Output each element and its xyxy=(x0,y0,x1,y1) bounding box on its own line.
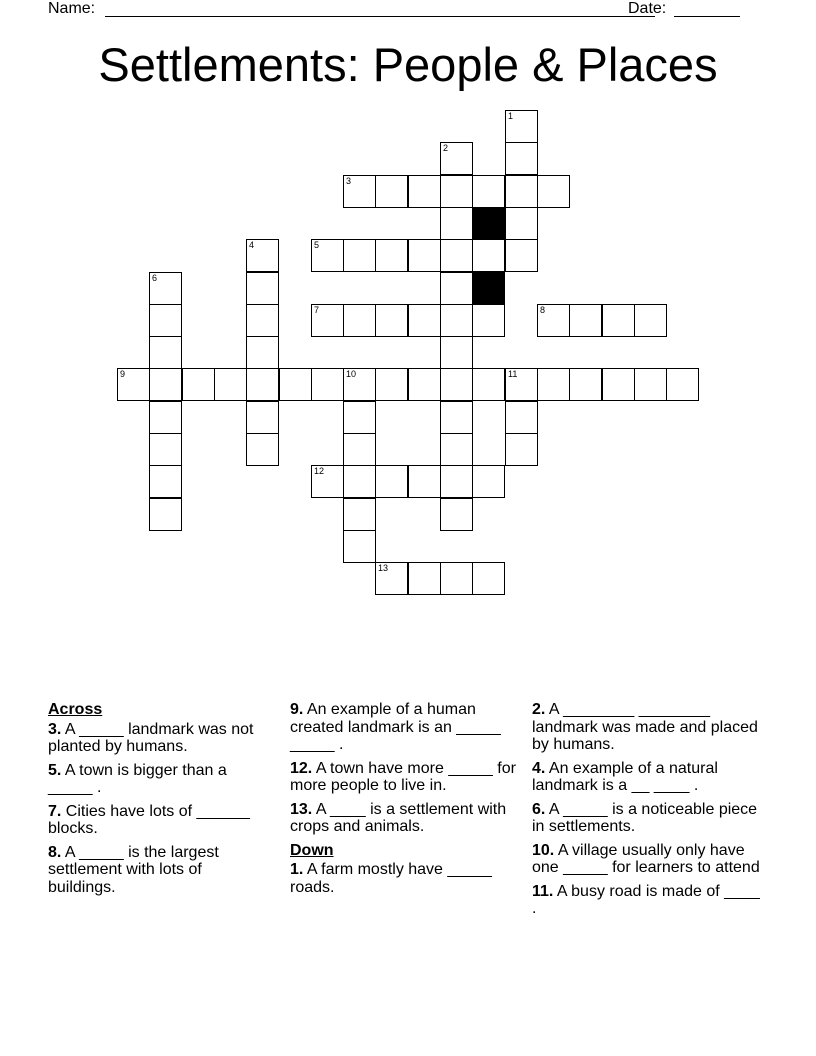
grid-cell[interactable] xyxy=(408,239,441,272)
grid-cell[interactable] xyxy=(343,401,376,434)
grid-cell[interactable] xyxy=(505,175,538,208)
cell-number: 13 xyxy=(378,563,389,573)
grid-cell[interactable] xyxy=(440,433,473,466)
grid-cell[interactable] xyxy=(246,433,279,466)
clues-column-2 xyxy=(290,701,522,902)
clue-across-9: 9. An example of a human created landmark is an _____ _____ . xyxy=(290,701,501,753)
cell-number: 5 xyxy=(314,240,320,250)
grid-cell[interactable] xyxy=(537,175,570,208)
grid-cell[interactable] xyxy=(569,304,602,337)
grid-cell[interactable] xyxy=(279,368,312,401)
grid-cell[interactable] xyxy=(343,239,376,272)
grid-cell[interactable] xyxy=(472,304,505,337)
clue-down-10: 10. A village usually only have one _____ for learners to attend xyxy=(532,841,760,876)
grid-cell[interactable] xyxy=(505,368,538,401)
date-label: Date: xyxy=(628,0,667,17)
cell-number: 8 xyxy=(540,305,546,315)
grid-cell[interactable] xyxy=(375,368,408,401)
grid-cell[interactable] xyxy=(440,562,473,595)
grid-cell[interactable] xyxy=(440,401,473,434)
grid-black-cell xyxy=(472,207,505,240)
grid-cell[interactable] xyxy=(343,498,376,531)
grid-cell[interactable] xyxy=(440,239,473,272)
down-heading: Down xyxy=(290,841,334,859)
grid-cell[interactable] xyxy=(375,562,408,595)
grid-cell[interactable] xyxy=(246,368,279,401)
grid-cell[interactable] xyxy=(246,272,279,305)
clues-column-3 xyxy=(532,701,768,924)
cell-number: 3 xyxy=(346,176,352,186)
cell-number: 4 xyxy=(249,240,255,250)
grid-cell[interactable] xyxy=(440,465,473,498)
clue-across-3: 3. A _____ landmark was not planted by humans. xyxy=(48,720,254,755)
grid-cell[interactable] xyxy=(472,465,505,498)
clue-across-12: 12. A town have more _____ for more people to live in. xyxy=(290,759,516,794)
grid-cell[interactable] xyxy=(149,401,182,434)
grid-cell[interactable] xyxy=(472,175,505,208)
clue-down-6: 6. A _____ is a noticeable piece in settlements. xyxy=(532,800,758,835)
grid-cell[interactable] xyxy=(311,465,344,498)
grid-cell[interactable] xyxy=(440,498,473,531)
grid-cell[interactable] xyxy=(634,304,667,337)
grid-cell[interactable] xyxy=(440,304,473,337)
grid-cell[interactable] xyxy=(149,433,182,466)
header-row xyxy=(48,0,748,22)
clue-down-4: 4. An example of a natural landmark is a __ ____ . xyxy=(532,759,718,794)
grid-cell[interactable] xyxy=(149,368,182,401)
grid-cell[interactable] xyxy=(440,336,473,369)
clue-down-1: 1. A farm mostly have _____ roads. xyxy=(290,861,492,896)
grid-cell[interactable] xyxy=(472,562,505,595)
grid-cell[interactable] xyxy=(569,368,602,401)
grid-cell[interactable] xyxy=(149,498,182,531)
grid-cell[interactable] xyxy=(246,239,279,272)
grid-cell[interactable] xyxy=(505,207,538,240)
grid-cell[interactable] xyxy=(440,142,473,175)
grid-cell[interactable] xyxy=(666,368,699,401)
clue-across-7: 7. Cities have lots of ______ blocks. xyxy=(48,802,250,837)
date-blank-line[interactable] xyxy=(674,16,740,17)
cell-number: 2 xyxy=(443,143,449,153)
page-title: Settlements: People & Places xyxy=(98,38,718,91)
clues-column-1 xyxy=(48,701,263,902)
grid-cell[interactable] xyxy=(602,368,635,401)
clue-down-11: 11. A busy road is made of ____ . xyxy=(532,882,760,917)
grid-cell[interactable] xyxy=(149,304,182,337)
grid-cell[interactable] xyxy=(311,304,344,337)
clue-across-13: 13. A ____ is a settlement with crops and animals. xyxy=(290,800,507,835)
grid-cell[interactable] xyxy=(408,304,441,337)
grid-cell[interactable] xyxy=(246,336,279,369)
name-label: Name: xyxy=(48,0,96,17)
cell-number: 10 xyxy=(346,369,357,379)
grid-cell[interactable] xyxy=(408,465,441,498)
clue-across-5: 5. A town is bigger than a _____ . xyxy=(48,761,227,796)
clue-down-2: 2. A ________ ________ landmark was made and placed by humans. xyxy=(532,701,758,753)
cell-number: 11 xyxy=(508,369,518,379)
grid-cell[interactable] xyxy=(408,562,441,595)
grid-cell[interactable] xyxy=(408,175,441,208)
grid-cell[interactable] xyxy=(440,175,473,208)
grid-cell[interactable] xyxy=(505,142,538,175)
grid-cell[interactable] xyxy=(375,304,408,337)
across-heading: Across xyxy=(48,701,103,718)
grid-cell[interactable] xyxy=(537,304,570,337)
cell-number: 12 xyxy=(314,466,325,476)
grid-cell[interactable] xyxy=(375,465,408,498)
cell-number: 6 xyxy=(152,273,158,283)
name-blank-line[interactable] xyxy=(105,16,655,17)
grid-cell[interactable] xyxy=(311,368,344,401)
grid-cell[interactable] xyxy=(343,465,376,498)
grid-cell[interactable] xyxy=(214,368,247,401)
grid-cell[interactable] xyxy=(408,368,441,401)
grid-cell[interactable] xyxy=(343,530,376,563)
grid-cell[interactable] xyxy=(117,368,150,401)
grid-cell[interactable] xyxy=(343,175,376,208)
cell-number: 1 xyxy=(508,111,514,121)
grid-cell[interactable] xyxy=(505,401,538,434)
grid-cell[interactable] xyxy=(537,368,570,401)
grid-cell[interactable] xyxy=(343,433,376,466)
grid-cell[interactable] xyxy=(472,368,505,401)
grid-cell[interactable] xyxy=(440,272,473,305)
grid-cell[interactable] xyxy=(505,433,538,466)
grid-cell[interactable] xyxy=(505,239,538,272)
cell-number: 7 xyxy=(314,305,320,315)
grid-cell[interactable] xyxy=(343,368,376,401)
grid-cell[interactable] xyxy=(311,239,344,272)
clue-across-8: 8. A _____ is the largest settlement with lots of buildings. xyxy=(48,843,219,896)
grid-cell[interactable] xyxy=(149,336,182,369)
cell-number: 9 xyxy=(120,369,126,379)
grid-cell[interactable] xyxy=(505,110,538,143)
grid-cell[interactable] xyxy=(246,401,279,434)
grid-cell[interactable] xyxy=(375,175,408,208)
grid-cell[interactable] xyxy=(602,304,635,337)
grid-cell[interactable] xyxy=(149,465,182,498)
grid-cell[interactable] xyxy=(440,368,473,401)
grid-cell[interactable] xyxy=(343,304,376,337)
grid-cell[interactable] xyxy=(634,368,667,401)
grid-cell[interactable] xyxy=(440,207,473,240)
grid-cell[interactable] xyxy=(375,239,408,272)
grid-cell[interactable] xyxy=(182,368,215,401)
grid-cell[interactable] xyxy=(246,304,279,337)
grid-cell[interactable] xyxy=(472,239,505,272)
grid-black-cell xyxy=(472,272,505,305)
grid-cell[interactable] xyxy=(149,272,182,305)
